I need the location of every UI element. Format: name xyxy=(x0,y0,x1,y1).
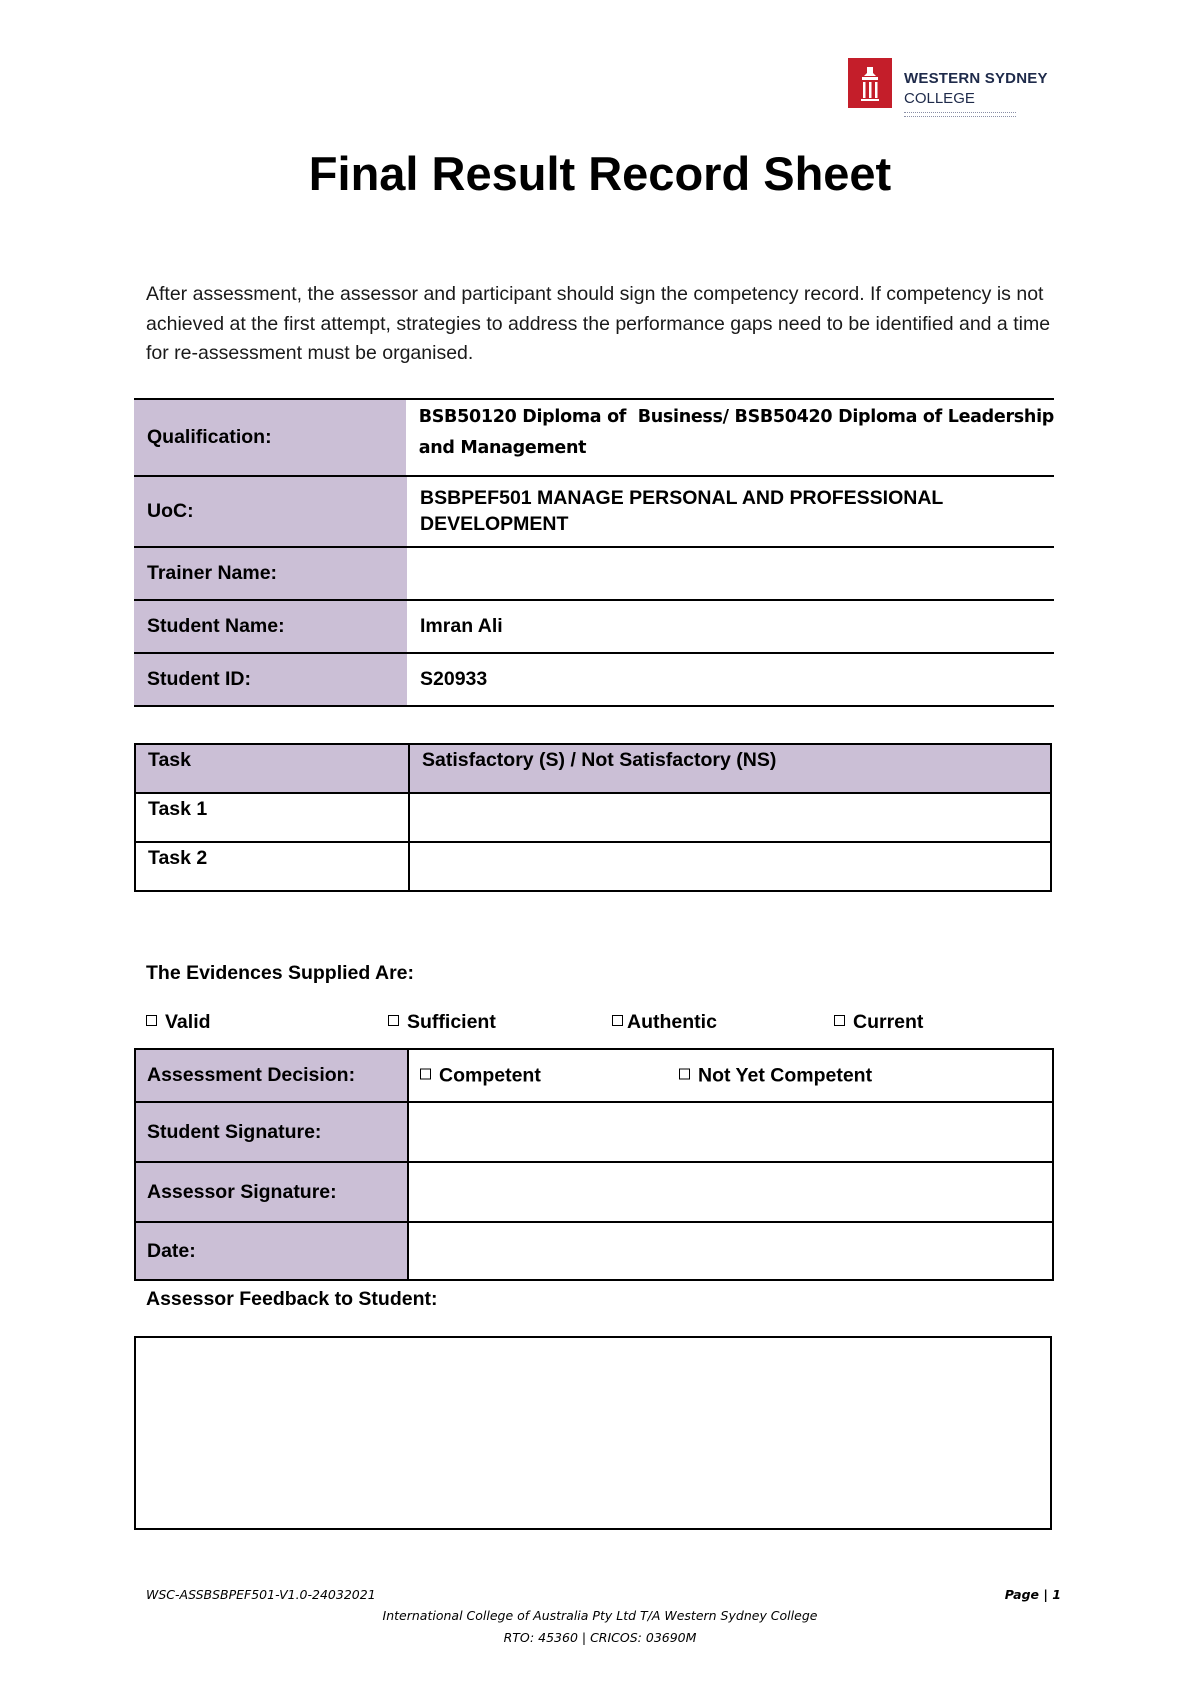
trainer-row xyxy=(134,548,1054,601)
result-column-header: Satisfactory (S) / Not Satisfactory (NS) xyxy=(409,744,1051,793)
student-signature-row xyxy=(136,1103,1052,1163)
not-yet-competent-label: Not Yet Competent xyxy=(698,1064,873,1086)
qualification-line1: BSB50120 Diploma of Business/ BSB50420 Diploma of Leadership xyxy=(418,407,1054,427)
competent-label: Competent xyxy=(439,1064,541,1086)
uoc-line2: DEVELOPMENT xyxy=(420,513,569,535)
valid-checkbox[interactable] xyxy=(146,1011,211,1034)
qualification-row xyxy=(134,398,1054,477)
current-label: Current xyxy=(853,1011,924,1033)
footer-rto: RTO: 45360 | CRICOS: 03690M xyxy=(503,1630,697,1645)
date-label: Date: xyxy=(136,1223,409,1279)
decision-options xyxy=(409,1050,1052,1101)
trainer-label: Trainer Name: xyxy=(134,548,407,599)
current-checkbox[interactable] xyxy=(834,1011,923,1034)
trainer-value[interactable] xyxy=(407,548,1054,599)
checkbox-icon xyxy=(146,1015,157,1026)
decision-table xyxy=(134,1048,1054,1281)
student-name-label: Student Name: xyxy=(134,601,407,652)
task-result-cell[interactable] xyxy=(409,842,1051,891)
page-number: Page | 1 xyxy=(1004,1587,1061,1602)
feedback-textarea[interactable] xyxy=(134,1336,1052,1530)
document-code: WSC-ASSBSBPEF501-V1.0-24032021 xyxy=(146,1587,376,1602)
student-signature-field[interactable] xyxy=(409,1103,1052,1161)
checkbox-icon xyxy=(834,1015,845,1026)
uoc-row xyxy=(134,477,1054,548)
uoc-line1: BSBPEF501 MANAGE PERSONAL AND PROFESSIONAL xyxy=(420,487,944,509)
qualification-line2: and Management xyxy=(418,438,587,458)
sufficient-label: Sufficient xyxy=(407,1011,496,1033)
table-row xyxy=(135,842,1051,891)
student-name-row xyxy=(134,601,1054,654)
checkbox-icon xyxy=(612,1015,623,1026)
college-logo xyxy=(848,56,1058,128)
page-title: Final Result Record Sheet xyxy=(308,147,892,200)
not-yet-competent-checkbox[interactable] xyxy=(679,1064,872,1087)
intro-paragraph: After assessment, the assessor and participant should sign the competency record. If competency is not achieved at the first attempt, strategies to address the performance gaps need to be identified and a time for re-assessment must be organised. xyxy=(146,283,1051,364)
assessor-signature-field[interactable] xyxy=(409,1163,1052,1221)
student-id-row xyxy=(134,654,1054,707)
decision-label: Assessment Decision: xyxy=(136,1050,409,1101)
assessor-signature-label: Assessor Signature: xyxy=(136,1163,409,1221)
tower-icon xyxy=(848,58,892,108)
sufficient-checkbox[interactable] xyxy=(388,1011,496,1034)
authentic-checkbox[interactable] xyxy=(612,1011,717,1034)
qualification-label: Qualification: xyxy=(134,400,406,475)
task-name-cell: Task 1 xyxy=(135,793,409,842)
table-header-row xyxy=(135,744,1051,793)
logo-text-line1: WESTERN SYDNEY xyxy=(904,70,1048,87)
authentic-label: Authentic xyxy=(627,1011,717,1033)
competent-checkbox[interactable] xyxy=(420,1064,541,1087)
valid-label: Valid xyxy=(165,1011,211,1033)
student-name-value[interactable]: Imran Ali xyxy=(420,615,503,637)
task-name-cell: Task 2 xyxy=(135,842,409,891)
student-id-value[interactable]: S20933 xyxy=(420,668,488,690)
date-field[interactable] xyxy=(409,1223,1052,1279)
student-id-label: Student ID: xyxy=(134,654,407,705)
date-row xyxy=(136,1223,1052,1279)
logo-text-line2: COLLEGE xyxy=(904,90,975,107)
table-row xyxy=(135,793,1051,842)
qualification-value[interactable] xyxy=(406,400,1054,475)
student-signature-label: Student Signature: xyxy=(136,1103,409,1161)
decision-row xyxy=(136,1050,1052,1103)
assessor-signature-row xyxy=(136,1163,1052,1223)
evidence-heading: The Evidences Supplied Are: xyxy=(146,962,415,984)
logo-tagline xyxy=(904,112,1016,117)
task-column-header: Task xyxy=(135,744,409,793)
uoc-label: UoC: xyxy=(134,477,407,546)
task-results-table xyxy=(134,743,1052,892)
uoc-value[interactable] xyxy=(407,477,1054,546)
footer-company: International College of Australia Pty Ltd T/A Western Sydney College xyxy=(382,1608,818,1623)
checkbox-icon xyxy=(679,1068,690,1079)
checkbox-icon xyxy=(420,1068,431,1079)
task-result-cell[interactable] xyxy=(409,793,1051,842)
feedback-label: Assessor Feedback to Student: xyxy=(146,1288,438,1310)
checkbox-icon xyxy=(388,1015,399,1026)
info-table xyxy=(134,398,1054,707)
